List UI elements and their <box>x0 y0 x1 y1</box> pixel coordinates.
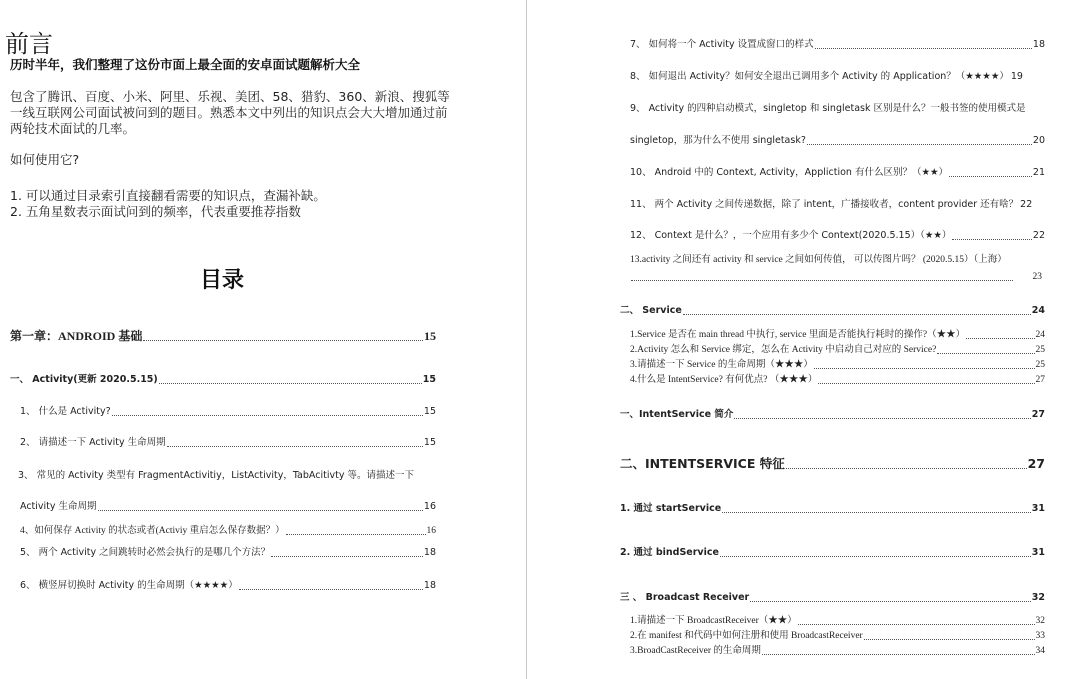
toc-page: 25 <box>1035 345 1045 355</box>
usage-item: 1. 可以通过目录索引直接翻看需要的知识点，查漏补缺。 <box>10 188 326 203</box>
toc-label: 2.在 manifest 和代码中如何注册和使用 BroadcastReceiver <box>630 631 863 641</box>
toc-page: 18 <box>423 547 436 558</box>
toc-page: 15 <box>422 374 436 385</box>
paragraph-line: 包含了腾讯、百度、小米、阿里、乐视、美团、58、猎豹、360、新浪、搜狐等 <box>10 89 450 104</box>
paragraph-line: 两轮技术面试的几率。 <box>10 121 136 136</box>
toc-page: 19 <box>1010 71 1023 82</box>
how-to-use-heading: 如何使用它? <box>10 152 80 167</box>
toc-entry[interactable] <box>20 436 436 450</box>
toc-entry[interactable] <box>10 373 436 387</box>
toc-page: 27 <box>1027 456 1045 471</box>
toc-page: 22 <box>1020 199 1033 210</box>
toc-entry[interactable] <box>20 500 436 514</box>
toc-page: 32 <box>1031 592 1045 603</box>
dot-leader <box>952 239 1031 240</box>
toc-entry[interactable] <box>20 546 436 560</box>
toc-page: 15 <box>424 329 436 343</box>
intro-text: 历时半年，我们整理了这份市面上最全面的安卓面试题解析大全 <box>10 57 361 72</box>
toc-entry[interactable] <box>630 644 1045 658</box>
toc-entry[interactable] <box>18 469 436 483</box>
toc-label: 一、IntentService 简介 <box>620 409 734 420</box>
toc-page: 18 <box>1032 39 1045 50</box>
dot-leader <box>818 383 1034 384</box>
toc-page: 22 <box>1032 230 1045 241</box>
dot-leader <box>159 383 422 384</box>
toc-label: 13.activity 之间还有 activity 和 service 之间如何传值， 可以传图片吗？ (2020.5.15）（上海） <box>630 255 1007 265</box>
toc-label: 9、 Activity 的四种启动模式，singletop 和 singletask 区别是什么？一般书签的使用模式是 <box>630 103 1026 114</box>
dot-leader <box>734 418 1030 419</box>
toc-label: 11、 两个 Activity 之间传递数据，除了 intent，广播接收者，content provider 还有啥？ <box>630 199 1019 210</box>
toc-label: 一、 Activity(更新 2020.5.15) <box>10 374 158 385</box>
toc-label: 1.请描述一下 BroadcastReceiver（★★） <box>630 616 797 626</box>
toc-label: 3.BroadCastReceiver 的生命周期 <box>630 646 761 656</box>
dot-leader <box>239 589 423 590</box>
toc-page: 34 <box>1035 646 1045 656</box>
toc-label: 二、 Service <box>620 305 682 316</box>
dot-leader <box>722 512 1031 513</box>
dot-leader <box>949 176 1032 177</box>
toc-page: 24 <box>1035 330 1045 340</box>
page-divider <box>526 0 527 679</box>
toc-label: 1.Service 是否在 main thread 中执行, service 里面是否能执行耗时的操作?（★★） <box>630 330 966 340</box>
intro-paragraph <box>10 89 450 137</box>
toc-page: 18 <box>423 580 436 591</box>
dot-leader <box>143 340 423 341</box>
toc-label: 5、 两个 Activity 之间跳转时必然会执行的是哪几个方法？ <box>20 547 271 558</box>
dot-leader <box>720 556 1031 557</box>
dot-leader <box>814 368 1035 369</box>
toc-entry[interactable] <box>20 579 436 593</box>
toc-entry[interactable] <box>630 358 1045 372</box>
toc-label: 2、 请描述一下 Activity 生命周期 <box>20 437 166 448</box>
toc-label: 8、 如何退出 Activity？如何安全退出已调用多个 Activity 的 Application？（★★★★） <box>630 71 1009 82</box>
dot-leader <box>683 314 1031 315</box>
dot-leader <box>786 468 1027 469</box>
toc-entry[interactable] <box>20 524 436 538</box>
toc-entry[interactable] <box>630 102 1055 116</box>
dot-leader <box>286 534 426 535</box>
toc-entry[interactable] <box>630 629 1045 643</box>
toc-entry[interactable] <box>630 253 1045 267</box>
toc-page: 27 <box>1031 409 1045 420</box>
toc-page: 15 <box>423 437 436 448</box>
toc-entry[interactable] <box>630 38 1045 52</box>
toc-label: 12、 Context 是什么？，一个应用有多少个 Context(2020.5.15）（★★） <box>630 230 952 241</box>
toc-entry[interactable] <box>620 546 1045 560</box>
toc-entry[interactable] <box>630 166 1045 180</box>
preface-title: 前言 <box>5 30 53 58</box>
toc-entry[interactable] <box>620 304 1045 318</box>
toc-page: 16 <box>423 501 436 512</box>
toc-label: 1、 什么是 Activity? <box>20 406 111 417</box>
toc-entry[interactable] <box>630 373 1045 387</box>
toc-page: 21 <box>1032 167 1045 178</box>
toc-page: 20 <box>1032 135 1045 146</box>
dot-leader <box>112 415 423 416</box>
toc-page: 32 <box>1035 616 1045 626</box>
toc-entry[interactable] <box>630 328 1045 342</box>
dot-leader <box>864 639 1035 640</box>
toc-entry[interactable] <box>630 134 1045 148</box>
toc-page: 24 <box>1031 305 1045 316</box>
paragraph-line: 一线互联网公司面试被问到的题目。熟悉本文中列出的知识点会大大增加通过前 <box>10 105 448 120</box>
toc-page: 31 <box>1031 547 1045 558</box>
toc-label: 10、 Android 中的 Context, Activity，Appliction 有什么区别？（★★） <box>630 167 948 178</box>
toc-entry[interactable] <box>630 343 1045 357</box>
toc-label: 3、 常见的 Activity 类型有 FragmentActivitiy，ListActivity，TabAcitivty 等。请描述一下 <box>18 470 414 481</box>
toc-title: 目录 <box>200 268 245 293</box>
toc-label: 7、 如何将一个 Activity 设置成窗口的样式 <box>630 39 814 50</box>
toc-entry[interactable] <box>620 456 1045 472</box>
dot-leader <box>167 446 423 447</box>
toc-label: 第一章：ANDROID 基础 <box>10 329 143 343</box>
toc-entry[interactable] <box>620 591 1045 605</box>
dot-leader <box>937 353 1034 354</box>
toc-entry[interactable] <box>20 405 436 419</box>
toc-entry[interactable] <box>620 408 1045 422</box>
toc-label: 二、INTENTSERVICE 特征 <box>620 456 785 471</box>
toc-page: 33 <box>1035 631 1045 641</box>
toc-entry[interactable] <box>630 70 1055 84</box>
toc-label: 2. 通过 bindService <box>620 547 719 558</box>
dot-leader <box>966 338 1034 339</box>
usage-list <box>10 188 326 220</box>
toc-page: 16 <box>426 526 436 536</box>
toc-entry[interactable] <box>630 614 1045 628</box>
toc-label: 6、 横竖屏切换时 Activity 的生命周期（★★★★） <box>20 580 238 591</box>
toc-entry[interactable] <box>630 270 1042 284</box>
toc-label: 2.Activity 怎么和 Service 绑定，怎么在 Activity 中启动自己对应的 Service? <box>630 345 937 355</box>
toc-page: 23 <box>1032 272 1042 282</box>
usage-item: 2. 五角星数表示面试问到的频率，代表重要推荐指数 <box>10 204 301 219</box>
dot-leader <box>762 654 1035 655</box>
dot-leader <box>271 556 423 557</box>
toc-label: Activity 生命周期 <box>20 501 97 512</box>
toc-page: 25 <box>1035 360 1045 370</box>
toc-entry[interactable] <box>620 502 1045 516</box>
toc-label: 三 、 Broadcast Receiver <box>620 592 750 603</box>
toc-page: 27 <box>1035 375 1045 385</box>
dot-leader <box>815 48 1032 49</box>
toc-page: 31 <box>1031 503 1045 514</box>
toc-label: singletop，那为什么不使用 singletask? <box>630 135 806 146</box>
toc-entry[interactable] <box>630 198 1058 212</box>
toc-label: 1. 通过 startService <box>620 503 722 514</box>
dot-leader <box>750 601 1031 602</box>
toc-label: 4.什么是 IntentService? 有何优点? （★★★） <box>630 375 818 385</box>
toc-label: 4、如何保存 Activity 的状态或者(Activiy 重启怎么保存数据？） <box>20 526 285 536</box>
dot-leader <box>807 144 1032 145</box>
dot-leader <box>631 280 1013 281</box>
dot-leader <box>798 624 1035 625</box>
dot-leader <box>98 510 423 511</box>
toc-page: 15 <box>423 406 436 417</box>
toc-entry-chapter[interactable] <box>10 328 436 344</box>
toc-entry[interactable] <box>630 229 1045 243</box>
toc-label: 3.请描述一下 Service 的生命周期（★★★） <box>630 360 813 370</box>
